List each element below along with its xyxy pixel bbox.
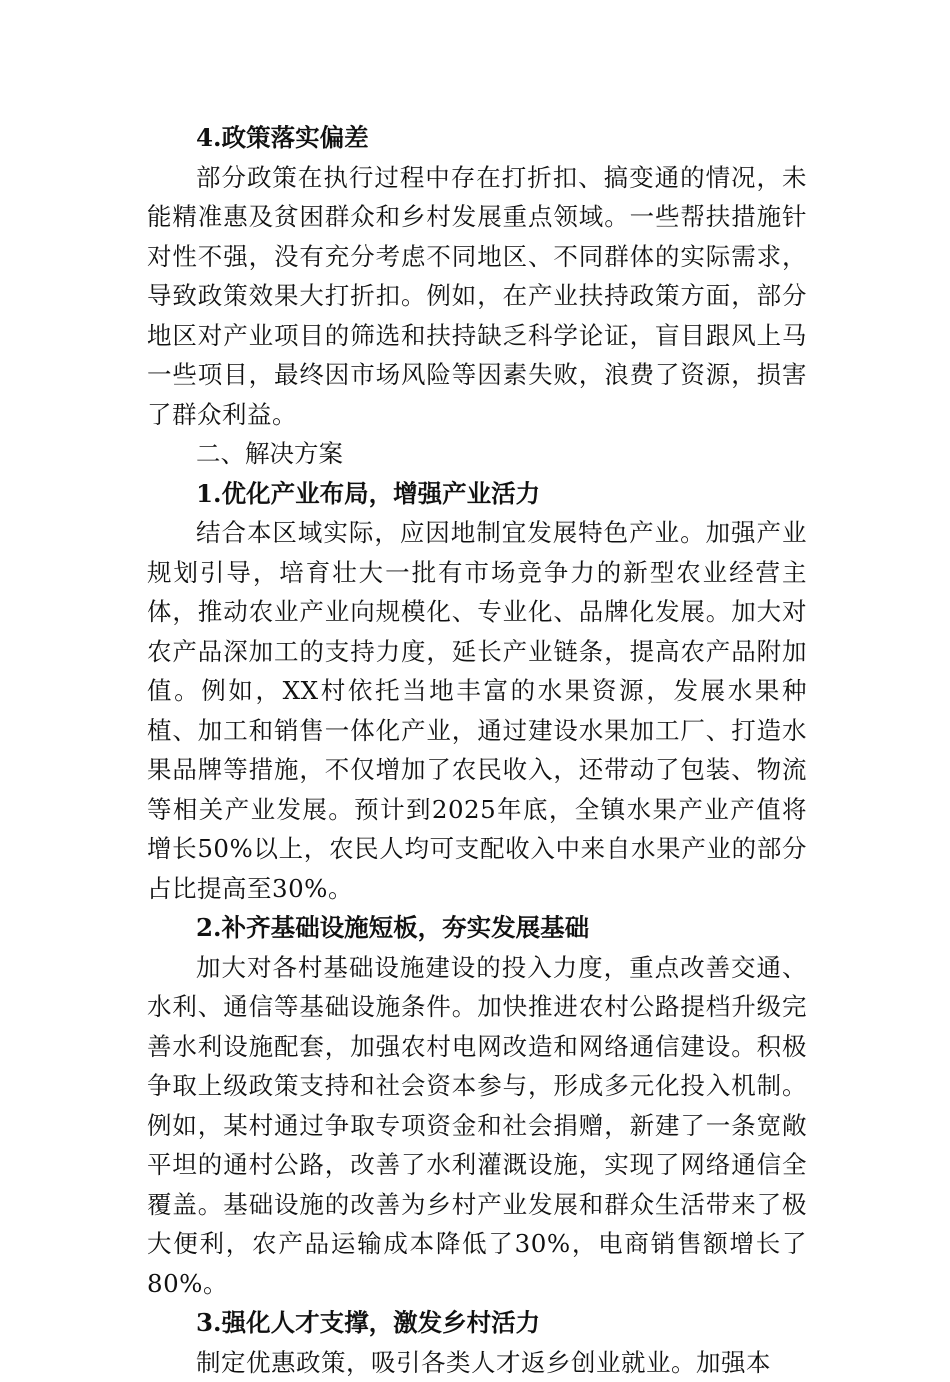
- document-page: [147, 118, 807, 1382]
- paragraph-optimize-industry: 结合本区域实际，应因地制宜发展特色产业。加强产业规划引导，培育壮大一批有市场竞争力的新型农业经营主体，推动农业产业向规模化、专业化、品牌化发展。加大对农产品深加工的支持力度，延长产业链条，提高农产品附加值。例如，XX村依托当地丰富的水果资源，发展水果种植、加工和销售一体化产业，通过建设水果加工厂、打造水果品牌等措施，不仅增加了农民收入，还带动了包装、物流等相关产业发展。预计到2025年底，全镇水果产业产值将增长50%以上，农民人均可支配收入中来自水果产业的部分占比提高至30%。: [147, 513, 807, 908]
- paragraph-policy-deviation: 部分政策在执行过程中存在打折扣、搞变通的情况，未能精准惠及贫困群众和乡村发展重点领域。一些帮扶措施针对性不强，没有充分考虑不同地区、不同群体的实际需求，导致政策效果大打折扣。例如，在产业扶持政策方面，部分地区对产业项目的筛选和扶持缺乏科学论证，盲目跟风上马一些项目，最终因市场风险等因素失败，浪费了资源，损害了群众利益。: [147, 158, 807, 435]
- heading-talent-support: 3.强化人才支撑，激发乡村活力: [147, 1303, 807, 1343]
- heading-policy-deviation: 4.政策落实偏差: [147, 118, 807, 158]
- section-title-solutions: 二、解决方案: [147, 434, 807, 474]
- paragraph-infrastructure: 加大对各村基础设施建设的投入力度，重点改善交通、水利、通信等基础设施条件。加快推进农村公路提档升级完善水利设施配套，加强农村电网改造和网络通信建设。积极争取上级政策支持和社会资本参与，形成多元化投入机制。例如，某村通过争取专项资金和社会捐赠，新建了一条宽敞平坦的通村公路，改善了水利灌溉设施，实现了网络通信全覆盖。基础设施的改善为乡村产业发展和群众生活带来了极大便利，农产品运输成本降低了30%，电商销售额增长了80%。: [147, 948, 807, 1304]
- paragraph-talent-support: 制定优惠政策，吸引各类人才返乡创业就业。加强本: [147, 1343, 807, 1382]
- heading-infrastructure: 2.补齐基础设施短板，夯实发展基础: [147, 908, 807, 948]
- heading-optimize-industry: 1.优化产业布局，增强产业活力: [147, 474, 807, 514]
